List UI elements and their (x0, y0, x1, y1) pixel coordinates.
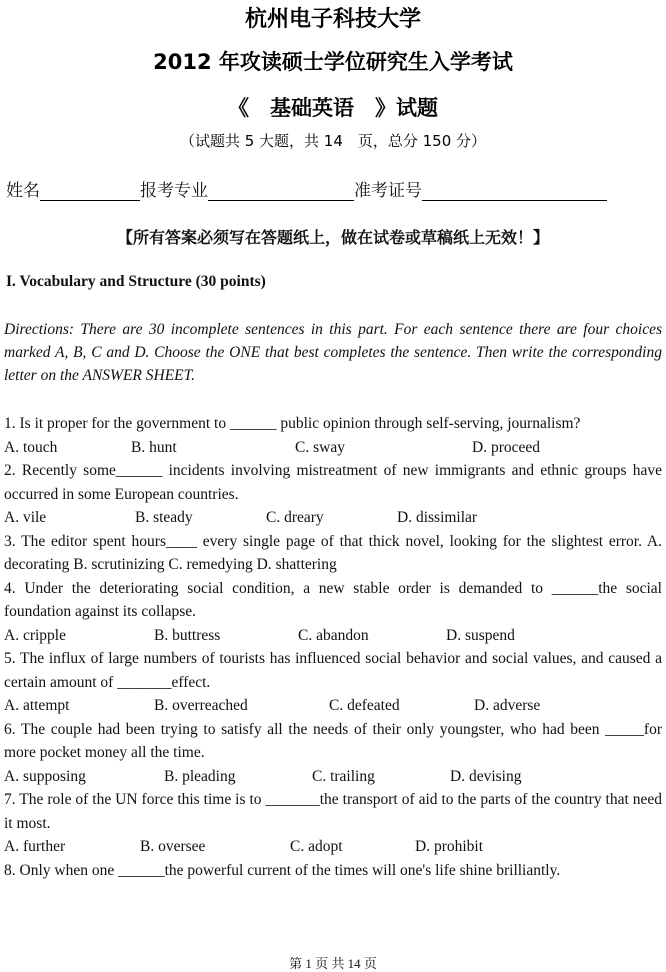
option-d: D. suspend (446, 626, 515, 644)
option-d: D. prohibit (415, 838, 484, 855)
option-row (4, 506, 662, 530)
directions: Directions: There are 30 incomplete sentences in this part. For each sentence there are four choices marked A, B, C and D. Choose the ONE that best completes the sentence. Then write the corresponding letter on the ANSWER SHEET. (4, 321, 662, 384)
question-stem: 5. The influx of large numbers of tourists has influenced social behavior and social values, and caused a certain amount of _______effect. (4, 650, 662, 691)
option-row (4, 694, 662, 718)
option-c: C. dreary (266, 509, 324, 526)
option-row (4, 835, 662, 859)
question-6 (4, 718, 662, 789)
option-a: A. supposing (4, 767, 86, 785)
name-blank (40, 182, 140, 201)
ticket-blank (422, 182, 607, 201)
section-title: I. Vocabulary and Structure (30 points) (6, 273, 266, 290)
question-5 (4, 647, 662, 718)
option-c: C. trailing (312, 767, 375, 785)
university-title: 杭州电子科技大学 (244, 7, 421, 32)
candidate-info-line (6, 176, 662, 201)
option-b: B. pleading (164, 767, 236, 785)
name-label: 姓名 (6, 181, 40, 201)
question-8 (4, 859, 662, 883)
option-c: C. sway (295, 438, 345, 456)
option-c: C. adopt (290, 838, 343, 855)
option-d: D. dissimilar (397, 509, 478, 526)
question-stem: 8. Only when one ______the powerful current of the times will one's life shine brilliantly. (4, 861, 561, 879)
option-b: B. buttress (154, 626, 221, 644)
option-d: D. proceed (472, 438, 540, 456)
exam-summary: （试题共 5 大题，共 14 页，总分 150 分） (179, 132, 487, 150)
option-a: A. attempt (4, 697, 70, 714)
question-stem: 6. The couple had been trying to satisfy all the needs of their only youngster, who had been _____for more pocket money all the time. (4, 720, 662, 761)
answer-notice: 【所有答案必须写在答题纸上，做在试卷或草稿纸上无效！】 (116, 228, 549, 247)
option-c: C. defeated (329, 697, 400, 714)
option-d: D. adverse (474, 697, 541, 714)
question-list (4, 412, 662, 882)
option-d: D. devising (450, 767, 522, 785)
question-stem: 1. Is it proper for the government to ______ public opinion through self-serving, journalism? (4, 415, 581, 432)
question-stem: 4. Under the deteriorating social condition, a new stable order is demanded to ______the social foundation against its collapse. (4, 579, 662, 620)
question-7 (4, 788, 662, 859)
option-row (4, 436, 662, 460)
option-c: C. abandon (298, 626, 369, 644)
option-row (4, 765, 662, 789)
option-b: B. hunt (131, 438, 177, 456)
option-a: A. further (4, 838, 66, 855)
major-label: 报考专业 (140, 181, 208, 201)
option-a: A. cripple (4, 626, 66, 644)
option-b: B. oversee (140, 838, 206, 855)
question-4 (4, 577, 662, 648)
page-footer: 第 1 页 共 14 页 (289, 956, 377, 971)
question-stem: 3. The editor spent hours____ every single page of that thick novel, looking for the slightest error. A. decorating B. scrutinizing C. remedying D. shattering (4, 532, 662, 573)
exam-title: 2012 年攻读硕士学位研究生入学考试 (153, 50, 513, 74)
subject-title: 《 基础英语 》试题 (228, 96, 438, 120)
option-b: B. overreached (154, 697, 248, 714)
option-b: B. steady (135, 509, 193, 526)
option-a: A. touch (4, 438, 58, 456)
major-blank (208, 182, 354, 201)
question-stem: 2. Recently some______ incidents involving mistreatment of new immigrants and ethnic groups have occurred in some European countries. (4, 462, 662, 503)
question-2 (4, 459, 662, 530)
option-a: A. vile (4, 509, 47, 526)
option-row (4, 624, 662, 648)
question-1 (4, 412, 662, 459)
ticket-label: 准考证号 (354, 181, 422, 201)
question-stem: 7. The role of the UN force this time is to _______the transport of aid to the parts of the country that need it most. (4, 791, 662, 832)
question-3 (4, 530, 662, 577)
